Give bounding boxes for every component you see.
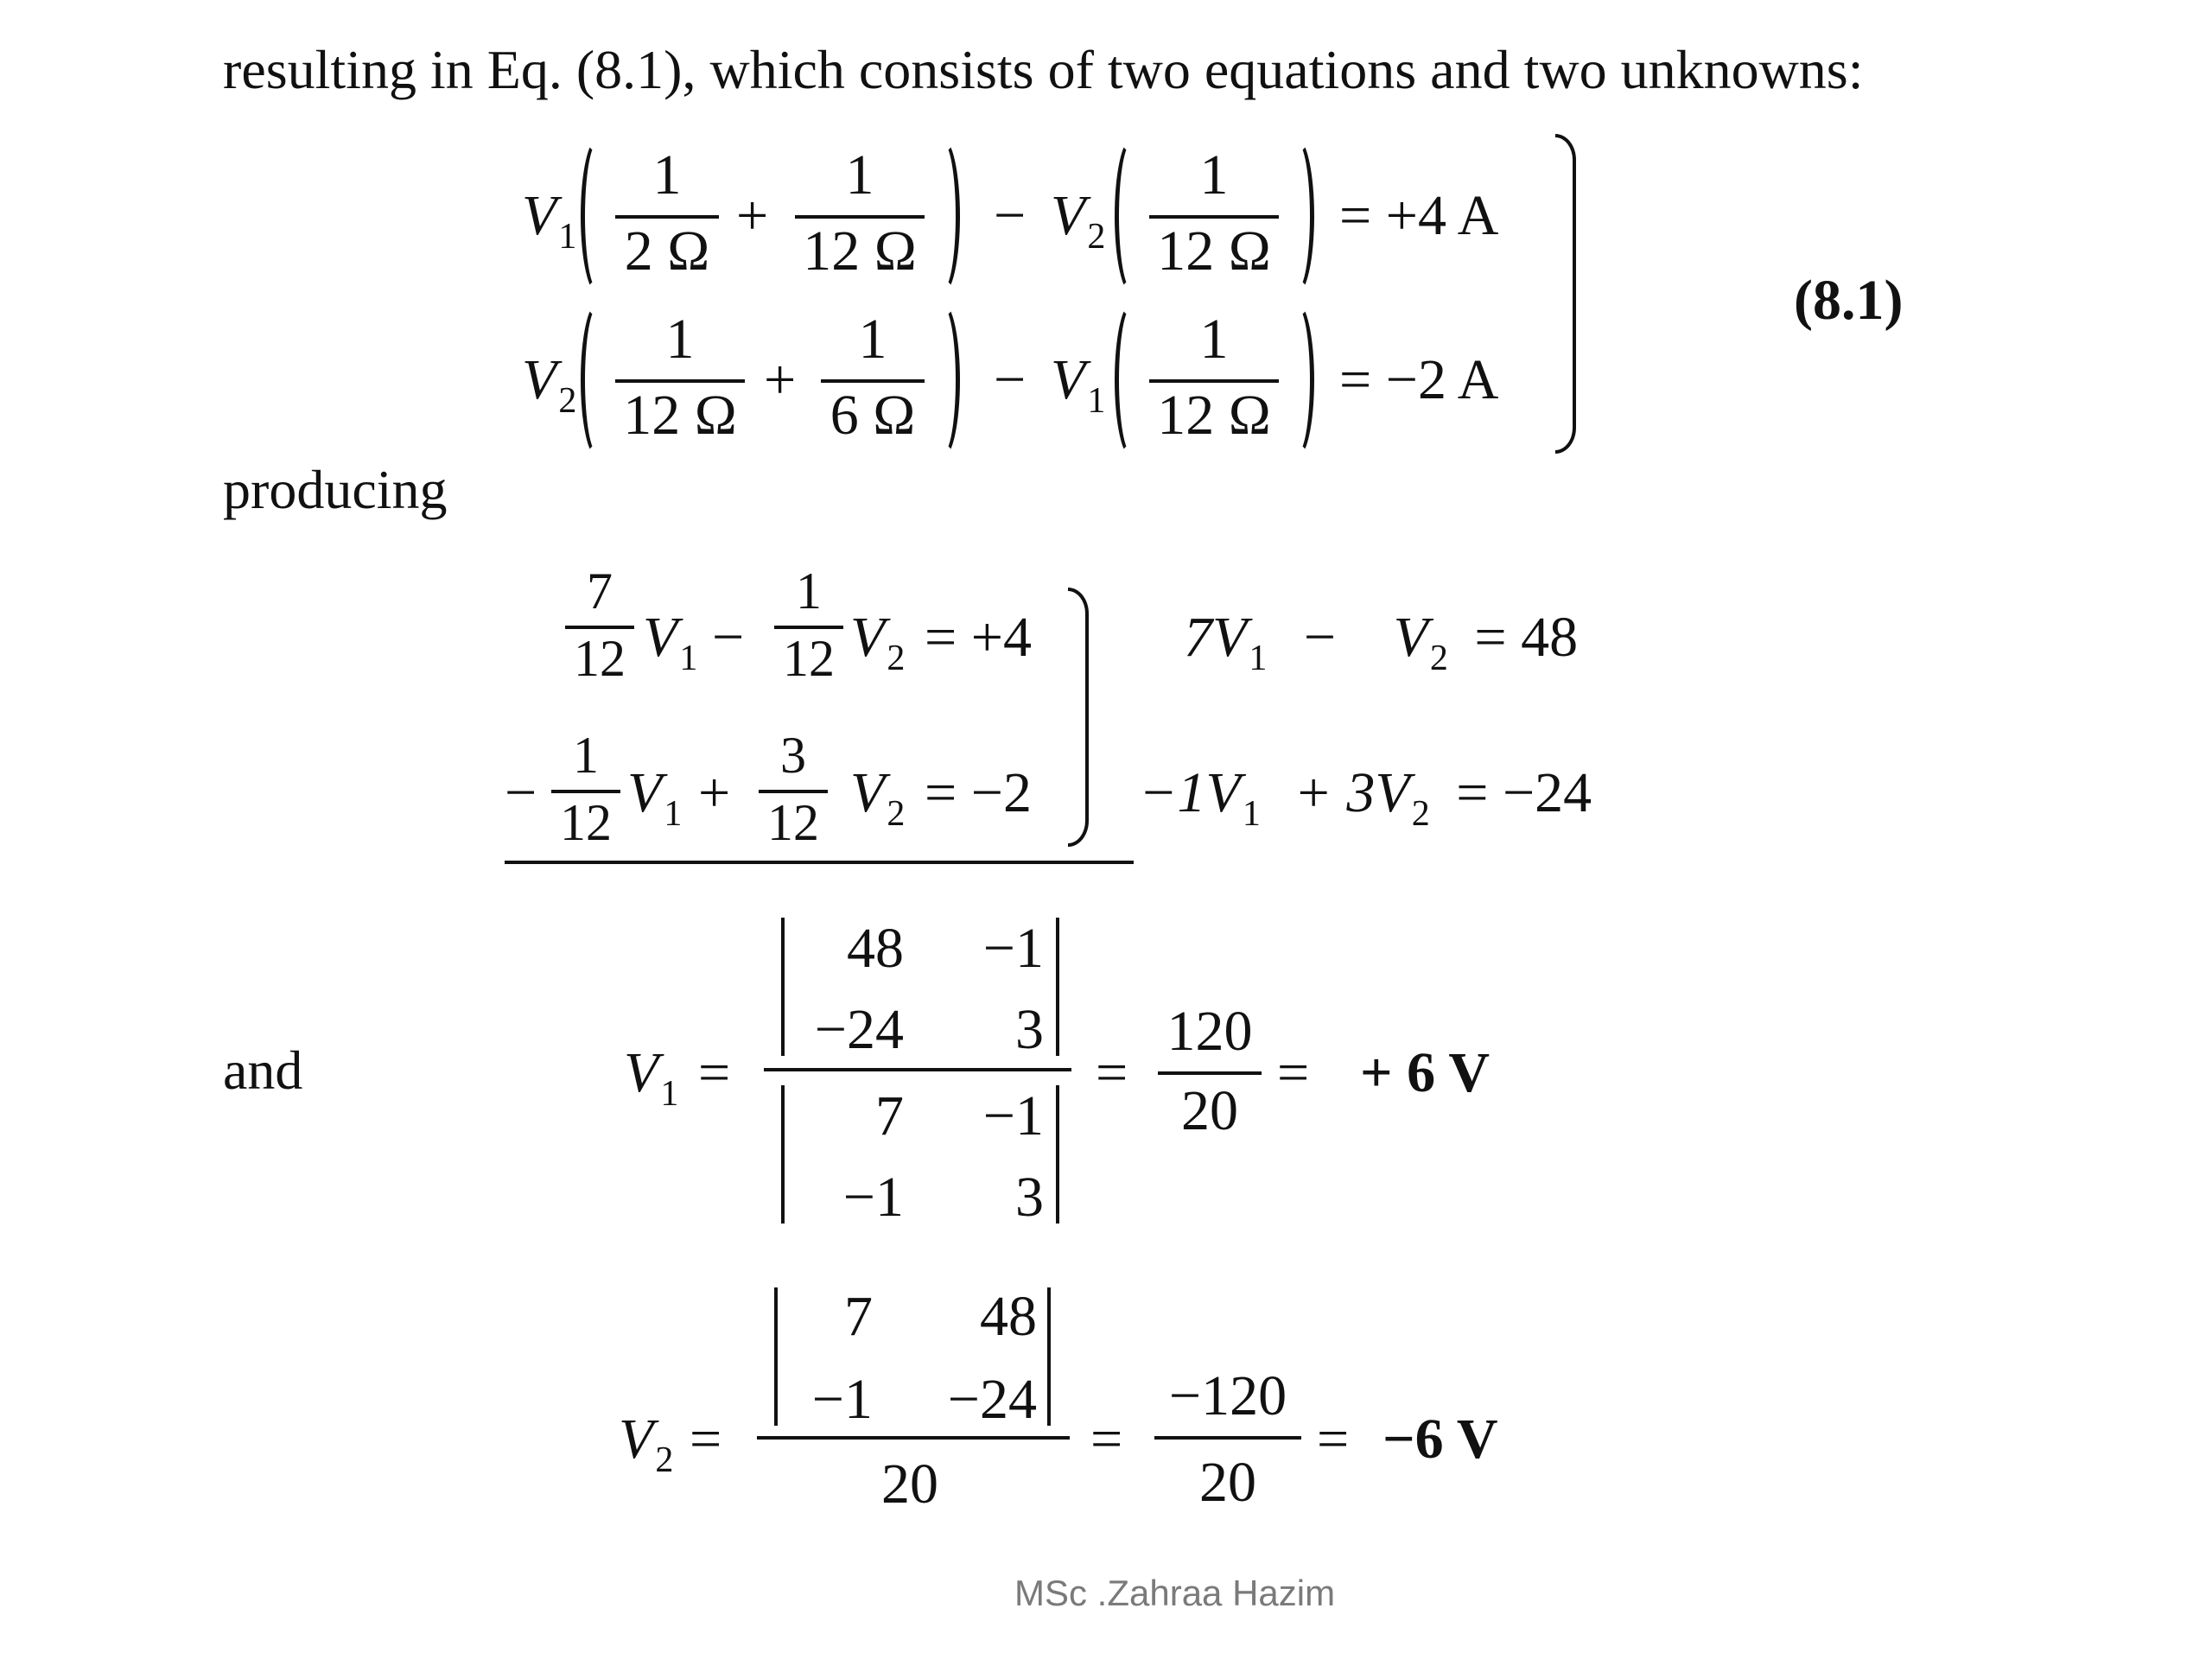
sys-r2-var-2: $V_2$ [850,761,906,834]
det-cell: −1 [982,917,1044,980]
det-cell: −1 [982,1084,1044,1147]
sys-r1-var-1: $V_1$ [643,606,698,678]
det-cell: −24 [814,998,904,1061]
v2-denominator: 20 [881,1452,938,1516]
v1-result: + 6 V [1360,1041,1491,1104]
equals-sign: = [1090,1408,1123,1471]
intro-text: resulting in Eq. (8.1), which consists of two equations and two unknowns: [223,39,1864,100]
equals-sign: = [1277,1041,1310,1104]
fraction-bar [757,1436,1070,1440]
det-cell: 48 [847,917,904,980]
det-cell: 7 [844,1285,873,1348]
equals-sign: = [1317,1408,1350,1471]
and-text: and [223,1039,303,1101]
footer-author: MSc .Zahraa Hazim [1014,1573,1336,1613]
v2-lhs: $V_2$ [619,1408,674,1480]
eq81-r1-frac-2: 1 12 Ω [795,143,925,289]
sys-r1-coef-1: 7 12 [565,562,634,700]
det-cell: 3 [1015,998,1044,1061]
eq81-r1-var2: $V_2$ [1051,184,1106,257]
simplified-eq-1: $7V_1 - V_2 = 48$ [1184,606,1579,678]
plus-sign: + [764,348,797,411]
right-paren [931,138,960,294]
equals-sign: = [1096,1041,1128,1104]
left-paren [1115,138,1143,294]
determinant-bar [1056,1085,1059,1224]
sys-r2-var-1: $V_1$ [627,761,683,834]
v1-lhs: $V_1$ [624,1041,679,1114]
v2-fraction: −120 20 [1154,1363,1301,1510]
simplified-eq-2: $-1V_1 + 3V_2 = -24$ [1139,761,1592,834]
eq81-r2-frac-1: 1 12 Ω [615,307,745,454]
determinant-bar [774,1287,778,1426]
sys-r1-coef-2: 1 12 [774,562,843,700]
sys-r1-var-2: $V_2$ [850,606,906,678]
eq81-r1-frac-3: 1 12 Ω [1149,143,1279,289]
minus-sign: − [994,348,1027,411]
determinant-bar [1047,1287,1051,1426]
left-paren [581,302,609,458]
sys-r2-rhs: = −2 [925,761,1032,824]
sys-r2-coef-1: 1 12 [551,726,620,864]
plus-sign: + [698,761,731,824]
fraction-bar [764,1068,1071,1071]
sys-r1-rhs: = +4 [925,606,1032,669]
eq81-r2-var: $V_2$ [522,348,577,421]
sys-r2-coef-2: 3 12 [759,726,828,864]
minus-sign: − [505,761,537,824]
determinant-bar [781,918,785,1056]
eq81-r2-frac-3: 1 12 Ω [1149,307,1279,454]
right-paren [1286,302,1314,458]
divider-line [505,861,1134,864]
equals-sign: = [698,1041,731,1104]
minus-sign: − [994,184,1027,247]
left-paren [581,138,609,294]
eq81-r2-rhs: = −2 A [1339,348,1499,411]
eq81-r2-var2: $V_1$ [1051,348,1106,421]
det-cell: 3 [1015,1166,1044,1229]
right-paren [931,302,960,458]
eq81-r2-frac-2: 1 6 Ω [821,307,925,454]
determinant-bar [781,1085,785,1224]
det-cell: −1 [842,1166,904,1229]
left-paren [1115,302,1143,458]
eq81-r1-rhs: = +4 A [1339,184,1499,247]
plus-sign: + [736,184,769,247]
equation-number: (8.1) [1794,269,1904,332]
minus-sign: − [712,606,745,669]
det-cell: 7 [875,1084,904,1147]
right-brace [1555,134,1580,454]
equals-sign: = [690,1408,722,1471]
v2-result: −6 V [1382,1408,1498,1471]
right-paren [1286,138,1314,294]
eq81-r1-var: $V_1$ [522,184,577,257]
determinant-bar [1056,918,1059,1056]
right-brace [1068,588,1092,847]
producing-text: producing [223,459,448,520]
det-cell: −24 [947,1368,1037,1431]
det-cell: 48 [980,1285,1037,1348]
eq81-r1-frac-1: 1 2 Ω [615,143,719,289]
v1-fraction: 120 20 [1158,999,1262,1146]
det-cell: −1 [811,1368,873,1431]
